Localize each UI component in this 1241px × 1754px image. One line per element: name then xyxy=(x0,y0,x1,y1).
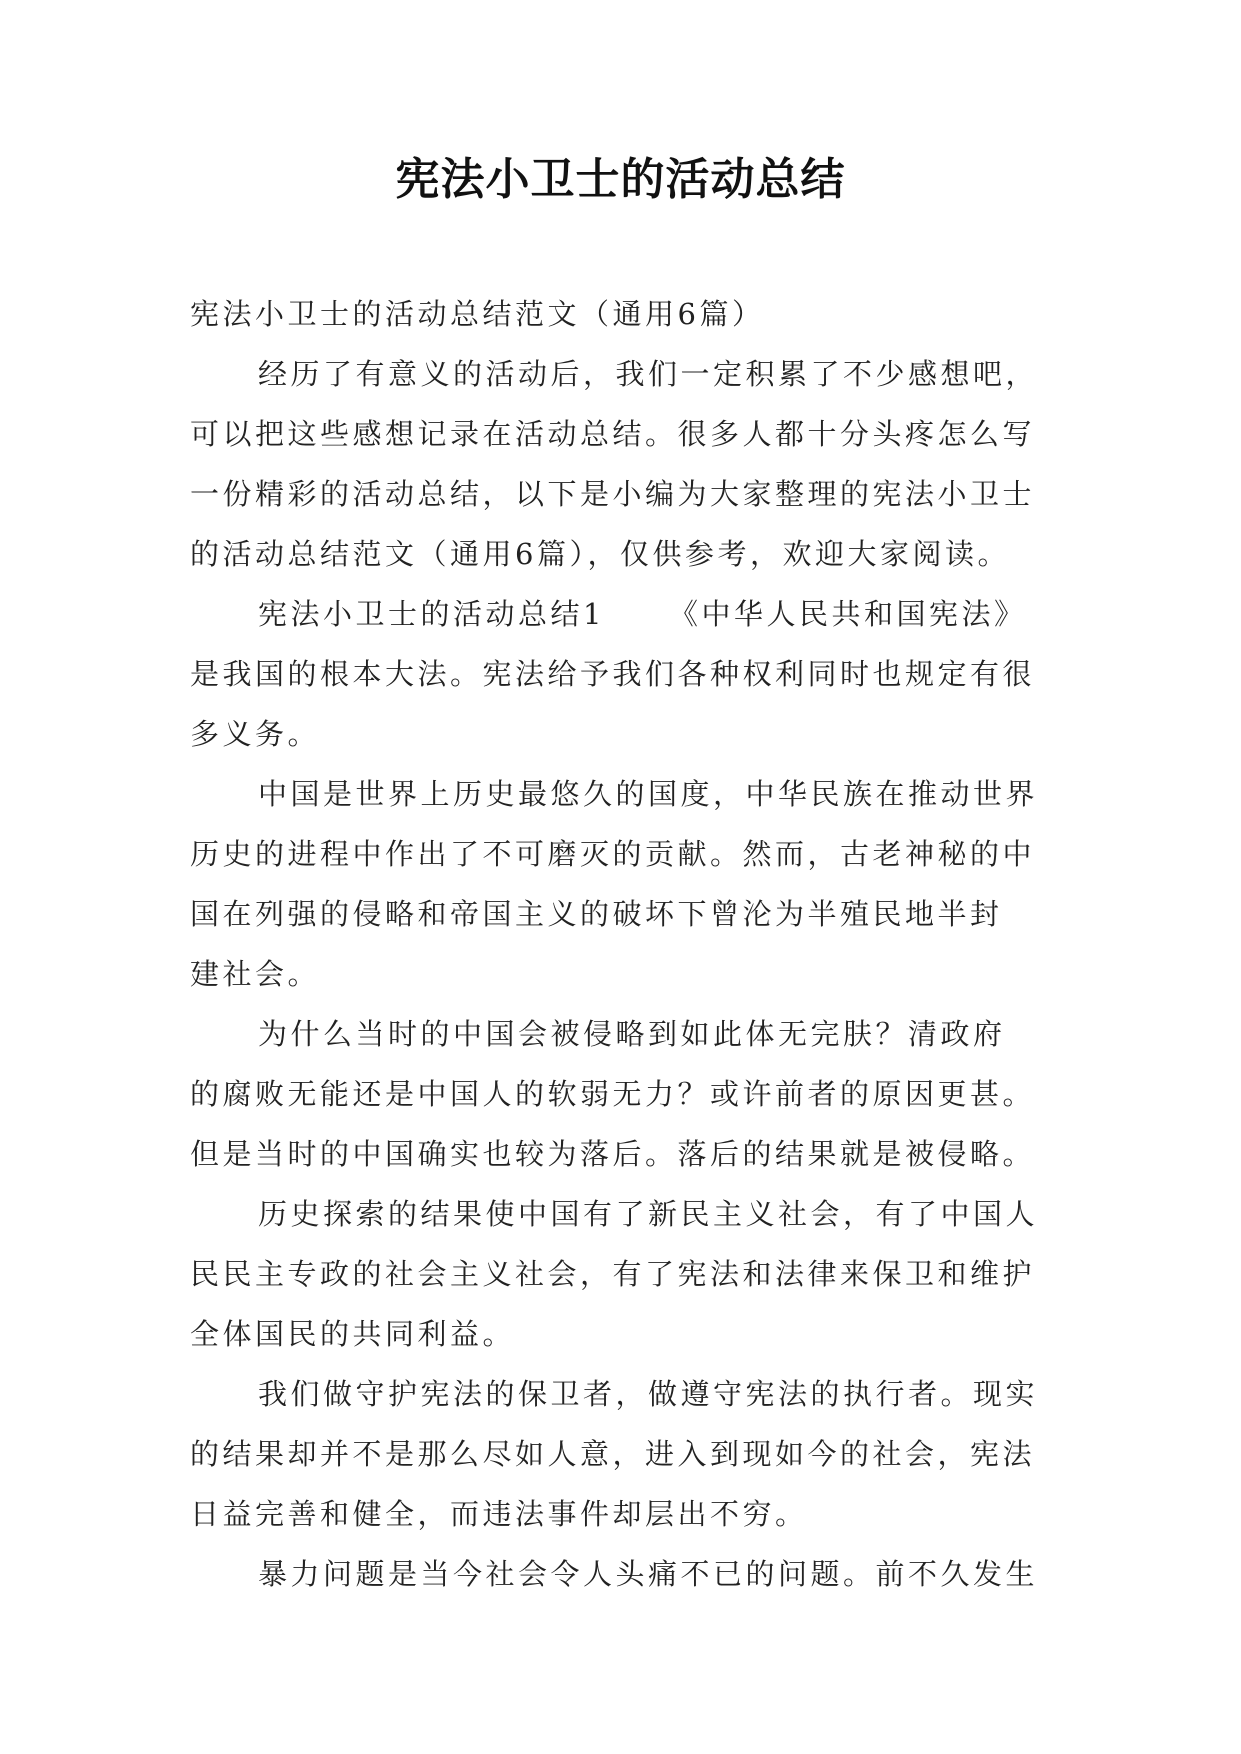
text-line xyxy=(190,404,1060,464)
text-line xyxy=(190,1064,1060,1124)
text-line xyxy=(190,644,1060,704)
text-line xyxy=(190,1484,1060,1544)
text-line xyxy=(190,1184,1060,1244)
text-line xyxy=(190,824,1060,884)
text-line-content: 是我国的根本大法。宪法给予我们各种权利同时也规定有很 xyxy=(190,657,1036,691)
text-line-content: 多义务。 xyxy=(190,717,321,751)
text-line xyxy=(190,524,1060,584)
text-line xyxy=(190,464,1060,524)
text-line-content: 经历了有意义的活动后，我们一定积累了不少感想吧， xyxy=(258,357,1039,391)
text-line-content: 但是当时的中国确实也较为落后。落后的结果就是被侵略。 xyxy=(190,1137,1036,1171)
text-line xyxy=(190,1124,1060,1184)
text-line-content: 历史的进程中作出了不可磨灭的贡献。然而，古老神秘的中 xyxy=(190,837,1036,871)
text-line-content: 宪法小卫士的活动总结1 xyxy=(258,597,605,631)
text-line xyxy=(190,344,1060,404)
text-line-content: 我们做守护宪法的保卫者，做遵守宪法的执行者。现实 xyxy=(258,1377,1039,1411)
text-line-content: 历史探索的结果使中国有了新民主义社会，有了中国人 xyxy=(258,1197,1039,1231)
text-line-content: 的结果却并不是那么尽如人意，进入到现如今的社会，宪法 xyxy=(190,1437,1036,1471)
text-line xyxy=(190,1304,1060,1364)
text-line xyxy=(190,1364,1060,1424)
text-line-content: 全体国民的共同利益。 xyxy=(190,1317,516,1351)
text-line-content: 中国是世界上历史最悠久的国度，中华民族在推动世界 xyxy=(258,777,1039,811)
text-line-content: 的活动总结范文（通用6篇），仅供参考，欢迎大家阅读。 xyxy=(190,537,1010,571)
text-line xyxy=(190,944,1060,1004)
text-line-content-secondary: 《中华人民共和国宪法》 xyxy=(668,597,1027,631)
text-line-content: 暴力问题是当今社会令人头痛不已的问题。前不久发生 xyxy=(258,1557,1039,1591)
text-line xyxy=(190,1544,1060,1604)
text-line xyxy=(190,1004,1060,1064)
text-line-content: 可以把这些感想记录在活动总结。很多人都十分头疼怎么写 xyxy=(190,417,1036,451)
text-line xyxy=(190,704,1060,764)
text-line-content: 民民主专政的社会主义社会，有了宪法和法律来保卫和维护 xyxy=(190,1257,1036,1291)
text-line xyxy=(190,884,1060,944)
document-title: 宪法小卫士的活动总结 xyxy=(395,154,846,205)
text-line-content: 宪法小卫士的活动总结范文（通用6篇） xyxy=(190,297,765,331)
text-line xyxy=(190,1424,1060,1484)
document-body xyxy=(190,284,1060,1604)
text-line-content: 的腐败无能还是中国人的软弱无力？或许前者的原因更甚。 xyxy=(190,1077,1036,1111)
text-line xyxy=(190,1244,1060,1304)
text-line-content: 为什么当时的中国会被侵略到如此体无完肤？清政府 xyxy=(258,1017,1006,1051)
text-line xyxy=(190,584,1060,644)
text-line xyxy=(190,284,1060,344)
text-line-content: 日益完善和健全，而违法事件却层出不穷。 xyxy=(190,1497,808,1531)
text-line-content: 国在列强的侵略和帝国主义的破坏下曾沦为半殖民地半封 xyxy=(190,897,1003,931)
text-line-content: 一份精彩的活动总结，以下是小编为大家整理的宪法小卫士 xyxy=(190,477,1036,511)
text-line xyxy=(190,764,1060,824)
text-line-content: 建社会。 xyxy=(190,957,321,991)
